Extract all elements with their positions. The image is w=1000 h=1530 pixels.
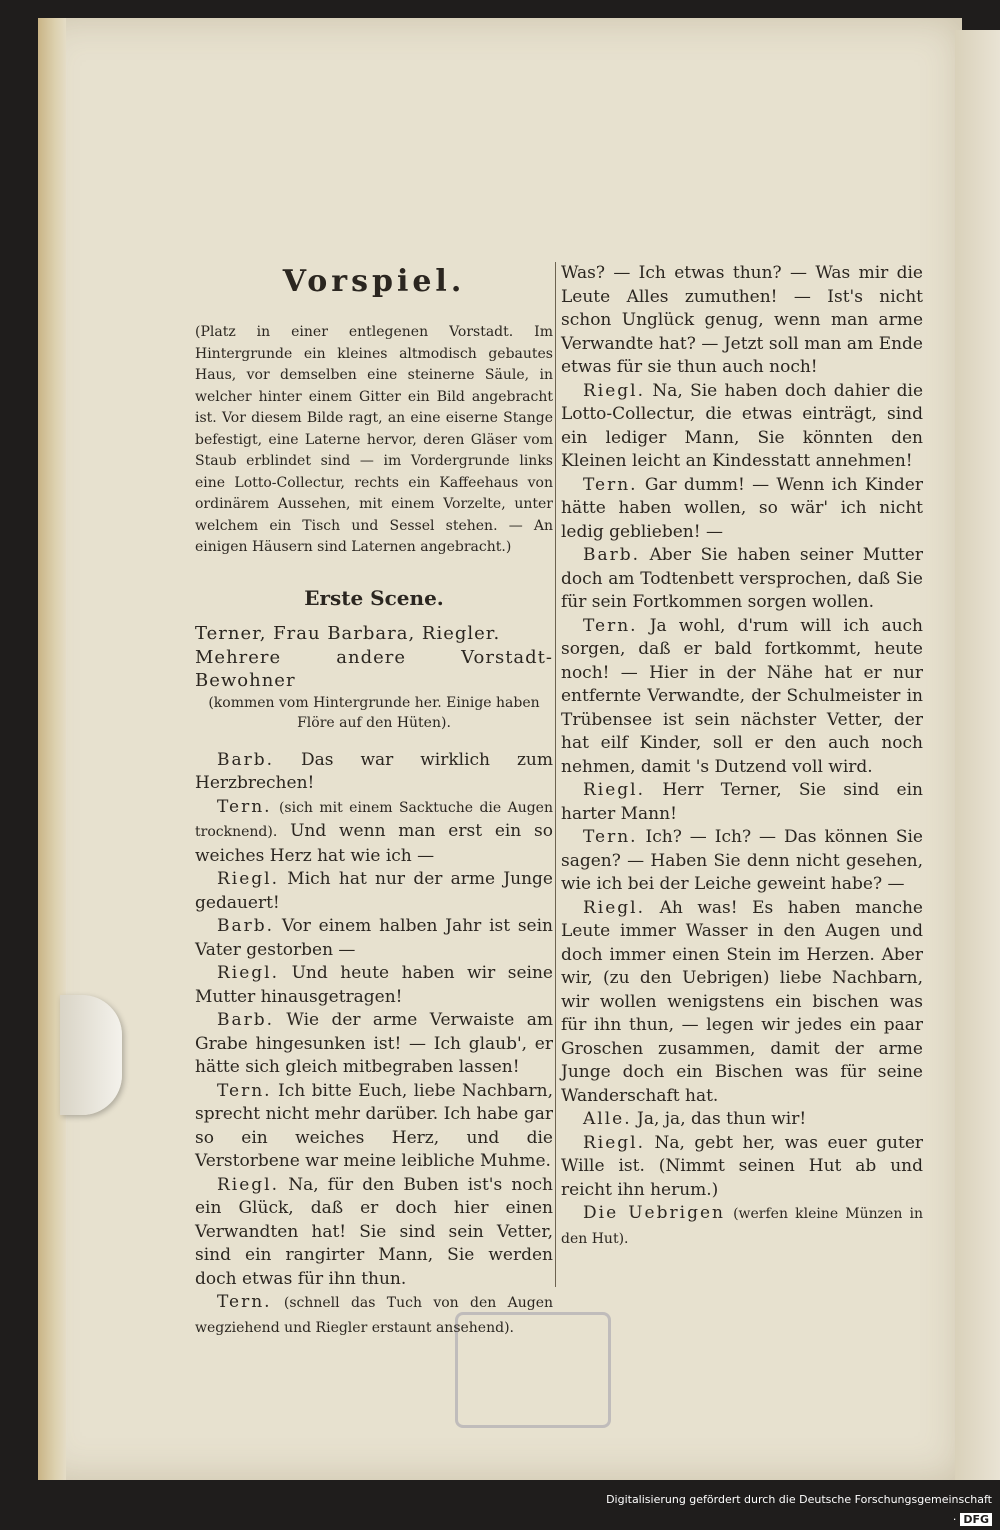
speech-text: Ich bitte Euch, liebe Nachbarn, sprecht nicht mehr darüber. Ich habe gar so ein weiches Herz, und die Verstorbene war meine leibliche Muhme. (195, 1080, 554, 1171)
speech (561, 826, 923, 897)
speaker-name: Barb. (217, 916, 275, 936)
speech (561, 474, 923, 545)
speaker-name: Riegl. (217, 1174, 280, 1195)
speech-text: Na, für den Buben ist's noch ein Glück, daß er doch hier einen Verwandten hat! Sie sind sein Vetter, sind ein rangirter Mann, Sie werden doch etwas für ihn thun. (195, 1174, 553, 1289)
column-divider (555, 262, 556, 1287)
cast-line: Mehrere andere Vorstadt-Bewohner (195, 646, 553, 691)
speaker-name: Alle. (583, 1109, 632, 1129)
page-tab (60, 995, 122, 1115)
speaker-name: Barb. (217, 1010, 275, 1030)
speaker-name: Riegl. (217, 869, 280, 889)
speech (195, 796, 553, 869)
speech-text: Herr Terner, Sie sind ein harter Mann! (561, 780, 924, 824)
speaker-name: Riegl. (583, 897, 646, 918)
right-column (561, 262, 923, 1251)
cast-line: Terner, Frau Barbara, Riegler. (195, 623, 501, 644)
footer-text: Digitalisierung gefördert durch die Deutsche Forschungsgemeinschaft · (606, 1493, 992, 1526)
speech-text: Gar dumm! — Wenn ich Kinder hätte haben wollen, so wär' ich nicht ledig geblieben! — (561, 474, 923, 542)
speech-text: Ah was! Es haben manche Leute immer Wasser in den Augen und doch immer einen Stein im Herzen. Aber wir, (zu den Uebrigen) liebe Nachbarn, wir wollen wenigstens ein bischen was für ihn thun, — legen wir jedes ein paar Groschen zusammen, damit der arme Junge doch ein Bischen was für seine Wanderschaft hat. (561, 897, 923, 1106)
speech-text: Ja, ja, das thun wir! (637, 1109, 807, 1129)
speech-text: Was? — Ich etwas thun? — Was mir die Leute Alles zumuthen! — Ist's nicht schon Unglück genug, wenn man arme Verwandte hat? — Jetzt soll man am Ende etwas für sie thun auch noch! (561, 263, 923, 377)
speech-text: Wie der arme Verwaiste am Grabe hingesunken ist! — Ich glaub', er hätte sich gleich mitbegraben lassen! (195, 1010, 553, 1077)
speaker-name: Riegl. (583, 380, 646, 401)
speech (561, 1132, 923, 1203)
speech-text: Und wenn man erst ein so weiches Herz hat wie ich — (195, 821, 554, 866)
page-title: Vorspiel. (282, 264, 466, 299)
speech (561, 615, 923, 780)
speech (195, 749, 553, 796)
speech (561, 262, 923, 380)
scene-heading: Erste Scene. (304, 585, 444, 610)
speech (195, 1009, 553, 1080)
speech (561, 779, 923, 826)
speaker-name: Tern. (217, 1292, 272, 1312)
speech (195, 1291, 553, 1340)
speech-text: Ja wohl, d'rum will ich auch sorgen, daß er bald fortkommt, heute noch! — Hier in der Nähe hat er nur entfernte Verwandte, der Schulmeister in Trübensee ist sein nächster Vetter, der hat eilf Kinder, soll er den auch noch nehmen, damit 's Dutzend voll wird. (561, 615, 923, 777)
speaker-name: Riegl. (217, 963, 280, 983)
speech (195, 915, 553, 962)
speech-text: Na, Sie haben doch dahier die Lotto-Collectur, die etwas einträgt, sind ein lediger Mann, Sie könnten den Kleinen leicht an Kindesstatt annehmen! (561, 380, 924, 471)
left-column (195, 262, 553, 1340)
speech (561, 544, 923, 615)
speaker-name: Tern. (217, 1080, 272, 1101)
page-spine (38, 18, 66, 1480)
speech-text: Aber Sie haben seiner Mutter doch am Todtenbett versprochen, daß Sie für sein Fortkommen sorgen wollen. (561, 545, 923, 612)
speaker-name: Riegl. (583, 1132, 646, 1153)
next-page-edge (955, 30, 1000, 1480)
speech-text: Mich hat nur der arme Junge gedauert! (195, 869, 553, 913)
left-speeches (195, 749, 553, 1341)
speech-text: Und heute haben wir seine Mutter hinausgetragen! (195, 963, 553, 1007)
speech (195, 868, 553, 915)
speech-text: Na, gebt her, was euer guter Wille ist. (Nimmt seinen Hut ab und reicht ihn herum.) (561, 1132, 924, 1200)
stage-direction: (Platz in einer entlegenen Vorstadt. Im Hintergrunde ein kleines altmodisch gebautes Haus, vor demselben eine steinerne Säule, in welcher hinter einem Gitter ein Bild angebracht ist. Vor diesem Bilde ragt, an eine eiserne Stange befestigt, eine Laterne hervor, deren Gläser vom Staub erblindet sind — im Vordergrunde links eine Lotto-Collectur, rechts ein Kaffeehaus von ordinärem Aussehen, mit einem Vorzelte, unter welchem ein Tisch und Sessel stehen. — An einigen Häusern sind Laternen angebracht.) (195, 324, 553, 555)
stage-note: (sich mit einem Sacktuche die Augen trocknend). (195, 799, 553, 840)
speech (195, 1080, 553, 1174)
speech-text: Vor einem halben Jahr ist sein Vater gestorben — (195, 916, 554, 960)
speech (561, 1108, 923, 1132)
right-speeches (561, 262, 923, 1251)
speaker-name: Tern. (217, 796, 272, 817)
dfg-logo: DFG (960, 1513, 992, 1526)
speaker-name: Barb. (583, 545, 641, 565)
speaker-name: Tern. (583, 827, 638, 847)
speech (195, 1174, 553, 1292)
speaker-name: Tern. (583, 615, 638, 636)
speech (561, 380, 923, 474)
speaker-name: Barb. (217, 749, 275, 770)
speaker-name: Die Uebrigen (583, 1203, 725, 1223)
speech (561, 897, 923, 1109)
cast-note: (kommen vom Hintergrunde her. Einige haben Flöre auf den Hüten). (208, 694, 540, 731)
stage-note: (werfen kleine Münzen in den Hut). (561, 1206, 924, 1247)
speaker-name: Tern. (583, 474, 638, 495)
speech-text: Ich? — Ich? — Das können Sie sagen? — Haben Sie denn nicht gesehen, wie ich bei der Leiche geweint habe? — (561, 827, 923, 894)
speech (561, 1202, 923, 1251)
stage-note: (schnell das Tuch von den Augen wegziehend und Riegler erstaunt ansehend). (195, 1295, 553, 1336)
speaker-name: Riegl. (583, 780, 646, 800)
speech-text: Das war wirklich zum Herzbrechen! (195, 749, 553, 793)
footer-credit (600, 1490, 1000, 1526)
speech (195, 962, 553, 1009)
